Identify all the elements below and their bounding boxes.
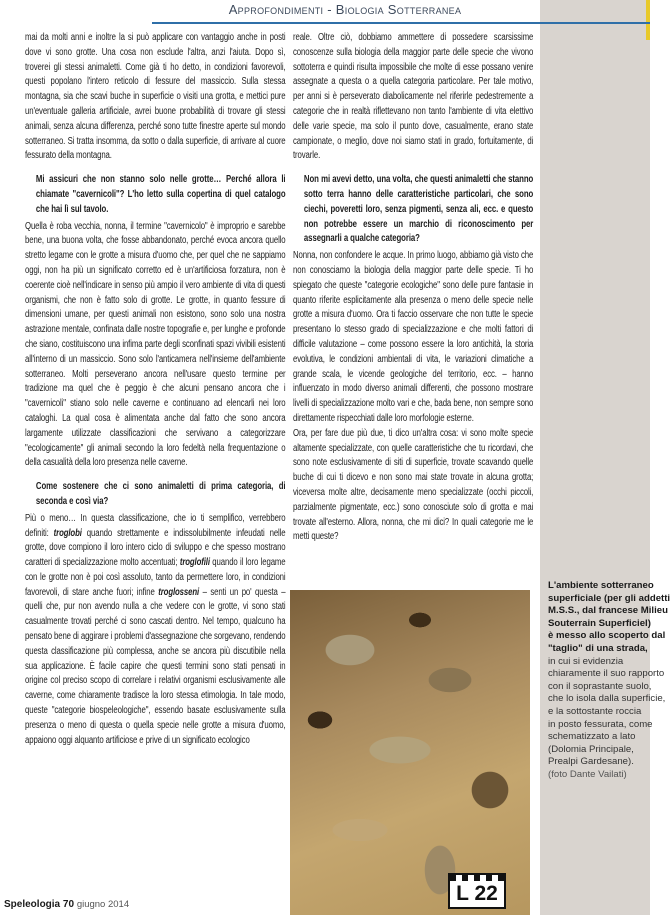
- text-segment: Più o meno… In questa classificazione, che io ti semplifico, verrebbero definiti:: [25, 512, 286, 539]
- caption-line: schematizzato a lato: [548, 731, 636, 743]
- term-highlight: troglobi: [53, 527, 82, 539]
- body-paragraph: [25, 220, 286, 472]
- photo-credit: (foto Dante Vailati): [548, 768, 627, 780]
- body-paragraph: [293, 427, 533, 545]
- section-title: Approfondimenti - Biologia Sotterranea: [228, 2, 462, 17]
- body-paragraph: [25, 512, 286, 749]
- caption-line: L'ambiente sotterraneo: [548, 580, 654, 591]
- header-rule: [152, 22, 650, 24]
- page-footer: [4, 899, 129, 910]
- issue-number: 70: [62, 899, 75, 910]
- interview-question: [36, 480, 286, 510]
- caption-bold: [548, 580, 670, 654]
- caption-line: che lo isola dalla superficie,: [548, 693, 666, 705]
- caption-line: (Dolomia Principale,: [548, 743, 634, 755]
- caption-line: con il soprastante suolo,: [548, 680, 652, 692]
- scale-bar: L 22: [448, 873, 506, 909]
- text-segment: Ora, per fare due più due, ti dico un'altra cosa: vi sono molte specie altamente specializzate, con quelle caratteristiche che tu ricordavi, che sono note esclusivamente di siti di superficie, trovate scavando quelle buche di cui ti dicevo e non sono mai state trovate in alcuna grotta; viceversa molte altre, decisamente meno specializzate (occhi piccoli, parzialmente pigmentate, ecc.) sono conosciute solo di grotta e mai trovate all'esterno. Allora, nonna, che mi dici? In quali categorie me le metti queste?: [293, 427, 534, 543]
- right-column: [293, 31, 533, 545]
- caption-line: "taglio" di una strada,: [548, 642, 648, 654]
- body-paragraph: [25, 31, 286, 164]
- photo-caption: [548, 580, 670, 782]
- caption-line: è messo allo scoperto dal: [548, 630, 666, 642]
- term-highlight: troglosseni: [158, 586, 200, 598]
- text-segment: – senti un po' questa – quelli che, pur non avendo nulla a che vedere con le grotte, vi sono stati casualmente trovati perché ci sono cascati dentro. Nel tempo, qualcuno ha pensato bene di aggirare i problemi d'assegnazione che sorgevano, rendendo questa classificazione più complessa, anche se ancora più discutibile nella sua applicazione. È facile capire che questi termini sono stati pensati in origine col preciso scopo di correlare i relativi organismi esclusivamente alle caverne, come chiaramente tradisce la loro stessa etimologia. In tale modo, queste "categorie biospeleologiche", essendo basate esclusivamente sulla presenza o meno di questa o quella specie nelle grotte a misura d'uomo, appaiono oggi alquanto artificiose e prive di un significato ecologico: [25, 586, 286, 746]
- body-paragraph: [293, 249, 533, 427]
- text-segment: reale. Oltre ciò, dobbiamo ammettere di possedere scarsissime conoscenze sulla biologia della maggior parte delle specie che vivono sottoterra e quindi risulta impossibile che molte di esse possano venire assegnate a questa o a quella categoria particolare. Per tale motivo, per anni si è perseverato diabolicamente nel riferirle pedestremente a categorie che in realtà riflettevano non tanto l'ambiente di vita elettivo delle varie specie, ma solo il punto dove, casualmente, erano state campionate, o meglio, dove noi siamo stati in grado, fortuitamente, di trovarle.: [293, 32, 534, 162]
- text-segment: Non mi avevi detto, una volta, che questi animaletti che stanno sotto terra hanno delle caratteristiche particolari, che sono ciechi, poveretti loro, senza pigmenti, senza ali, ecc. e questo non potrebbe essere un marchio di riconoscimento per assegnarli a qualche categoria?: [303, 174, 534, 245]
- caption-line: M.S.S., dal francese Milieu: [548, 605, 668, 617]
- magazine-name: Speleologia: [4, 899, 61, 910]
- text-segment: Nonna, non confondere le acque. In primo luogo, abbiamo già visto che non conosciamo la biologia della maggior parte delle specie. Ti ho spiegato che queste "categorie ecologiche" sono delle pure fantasie in quanto riferite esplicitamente alla presenza o meno delle specie nelle grotte a misura d'uomo. Ora ti faccio osservare che non tutte le specie presentano lo stesso grado di specializzazione e che molti fattori di difficile valutazione – come possono essere la loro antichità, la storia evolutiva, le condizioni ambientali di vita, le variazioni climatiche a grande scala, le vicende geologiche del territorio, ecc. – hanno influenzato in modo diverso animali differenti, che possono mostrare livelli di specializzazione molto vari e che, bada bene, non sempre sono direttamente rispecchiati dalle loro morfologie esterne.: [293, 250, 534, 424]
- left-column: [25, 31, 286, 748]
- caption-line: Souterrain Superficiel): [548, 617, 651, 629]
- road-cut-photo: [290, 590, 530, 915]
- text-segment: quando il loro legame con le grotte non è poi così assoluto, tanto da permettere loro, in condizioni favorevoli, di stare anche fuori; infine: [25, 557, 286, 598]
- text-segment: Mi assicuri che non stanno solo nelle grotte… Perché allora li chiamate "cavernicoli"? L'ho letto sulla copertina di quel catalogo che hai lì sul tavolo.: [35, 174, 286, 215]
- text-segment: Quella è roba vecchia, nonna, il termine "cavernicolo" è improprio e sarebbe bene, una buona volta, che fosse abbandonato, perché evoca ancora quello stretto legame con le grotte a misura d'uomo che, per quel che ne sappiamo oggi, non ha più un significato corretto ed è un'artificiosa forzatura, non è coerente cioè nell'indicare in senso più ampio il vero ambiente di vita di questi organismi, che non è fatto solo di grotte. Le grotte, in quanto fessure di dimensioni umane, per questi animali non esistono, sono solo una nostra astrazione mentale, confinata dalle nostre topografie e, per lunghe e profonde che siano, costituiscono una infima parte degli sconfinati spazi vivibili esistenti all'interno di un massiccio. Sono solo l'anticamera nell'insieme dell'ambiente sotterraneo. Molti perseverano ancora nell'usare questo termine per tradizione ma quel che è peggio è che alcuni pensano ancora che i "cavernicoli" stiano solo nelle caverne e continuano ad elencarli nei loro cataloghi. La qual cosa è alimentata anche dal fatto che sono ancora largamente utilizzate classificazioni che servivano a categorizzare "ecologicamente" gli animali secondo la loro fedeltà nella frequentazione o della casualità della loro presenza nelle caverne.: [25, 220, 286, 469]
- caption-line: e la sottostante roccia: [548, 705, 642, 717]
- term-highlight: troglofili: [179, 557, 210, 569]
- text-segment: quando strettamente e indissolubilmente infeudati nelle grotte, dove compiono il loro intero ciclo di sviluppo e che spesso mostrano caratteri di specializzazione molto accentuati;: [25, 527, 286, 569]
- caption-line: chiaramente il suo rapporto: [548, 668, 665, 680]
- body-paragraph: [293, 31, 533, 164]
- text-segment: Come sostenere che ci sono animaletti di prima categoria, di seconda e così via?: [35, 481, 286, 507]
- caption-line: superficiale (per gli addetti: [548, 592, 670, 604]
- caption-line: Prealpi Gardesane).: [548, 756, 634, 768]
- interview-question: [36, 173, 286, 217]
- caption-line: in posto fessurata, come: [548, 718, 653, 730]
- text-segment: mai da molti anni e inoltre la si può applicare con vantaggio anche in posti dove vi sono grotte. Una cosa non esclude l'altra, anzi l'aiuta. Dopo sì, troverei gli stessi animaletti. Come già ti ho detto, in condizioni favorevoli, questi popolano l'intero reticolo di fessure del massiccio. Sulla stessa montagna, sia che scavi buche in superficie o visiti una grotta, e mettici pure un'eventuale galleria artificiale, avrei buone probabilità di trovare gli stessi animali, senza alcuna differenza, perché sono tutte finestre aperte sul mondo sotterraneo. Si tratta insomma, da sotto o dalla superficie, di arrivare al cuore fessurato della montagna.: [25, 32, 286, 162]
- interview-question: [304, 173, 533, 247]
- caption-line: in cui si evidenzia: [548, 655, 624, 667]
- accent-edge: [646, 0, 650, 40]
- issue-date: giugno 2014: [76, 899, 130, 910]
